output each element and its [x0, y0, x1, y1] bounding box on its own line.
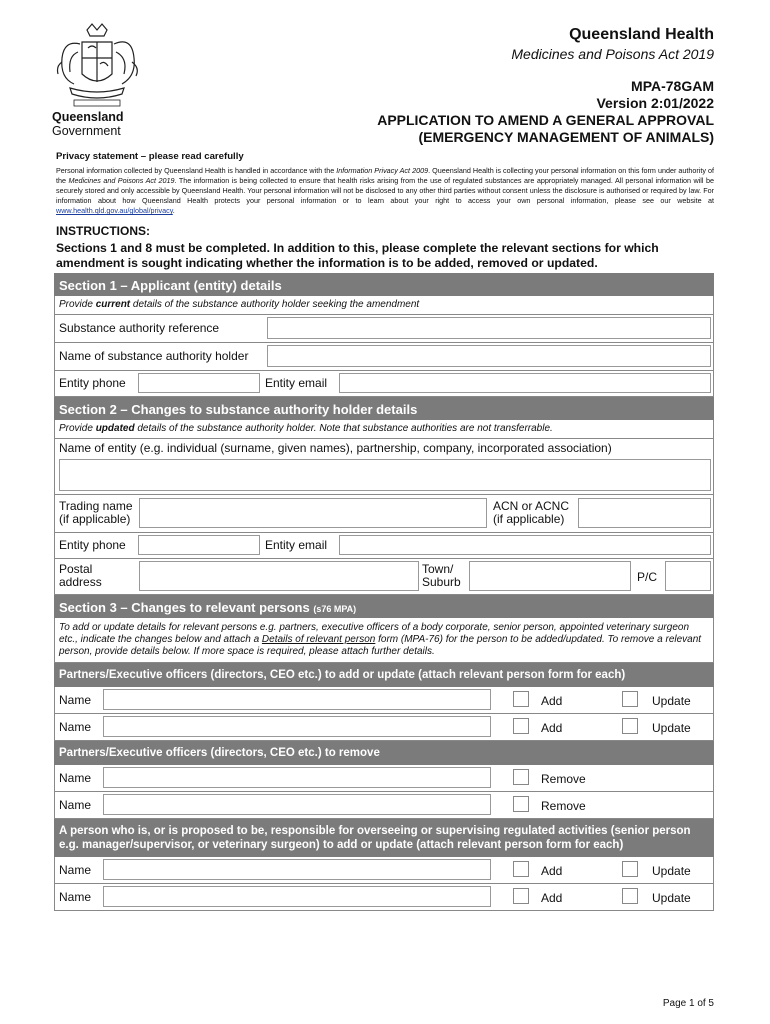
substance-authority-reference-input[interactable]: [267, 317, 711, 339]
remove-checkbox-1[interactable]: [513, 769, 529, 785]
add-label: Add: [541, 864, 563, 878]
privacy-link[interactable]: www.health.qld.gov.au/global/privacy: [56, 206, 173, 215]
postal-address-row: [54, 559, 714, 595]
instructions: [56, 224, 716, 271]
form-title-line2: (EMERGENCY MANAGEMENT OF ANIMALS): [418, 129, 714, 145]
section2-note: [54, 420, 714, 439]
senior-update-checkbox-2[interactable]: [622, 888, 638, 904]
remove-label: Remove: [541, 799, 586, 813]
entity-name-row: [54, 439, 714, 495]
town-label-line1: Town/: [422, 562, 454, 576]
partners-remove-header: Partners/Executive officers (directors, CEO etc.) to remove: [54, 741, 714, 765]
trading-name-label-line1: Trading name: [59, 499, 133, 513]
trading-name-row: [54, 495, 714, 533]
section3-note-post: form (MPA-76) for the person to be added/updated. To remove a relevant person, provide details below. If more space is required, please attach further details.: [59, 634, 702, 657]
add-label: Add: [541, 721, 563, 735]
postal-address-input[interactable]: [139, 561, 419, 591]
form-code: MPA-78GAM: [631, 78, 714, 94]
partner-remove-name-input-2[interactable]: [103, 794, 491, 815]
section1-note-pre: Provide: [59, 299, 96, 310]
act-name: Medicines and Poisons Act 2019: [511, 46, 714, 62]
section3-header: [54, 595, 714, 618]
section1-email-label: Entity email: [265, 376, 328, 390]
privacy-statement: [56, 151, 714, 216]
add-checkbox-1[interactable]: [513, 691, 529, 707]
add-checkbox-2[interactable]: [513, 718, 529, 734]
update-checkbox-2[interactable]: [622, 718, 638, 734]
logo-queensland: Queensland: [52, 110, 124, 124]
partner-add-name-input-2[interactable]: [103, 716, 491, 737]
logo-government: Government: [52, 124, 121, 138]
senior-person-name-input-1[interactable]: [103, 859, 491, 880]
section1-email-input[interactable]: [339, 373, 711, 393]
town-suburb-label: [422, 563, 461, 589]
add-label: Add: [541, 694, 563, 708]
section2-note-bold: updated: [95, 423, 135, 434]
section3-title: Section 3 – Changes to relevant persons: [59, 600, 310, 615]
section2-contact-row: [54, 533, 714, 559]
partner-remove-name-input-1[interactable]: [103, 767, 491, 788]
section2-email-label: Entity email: [265, 538, 328, 552]
page-number: Page 1 of 5: [662, 998, 714, 1009]
postcode-label: P/C: [637, 570, 658, 584]
senior-person-row-2: [54, 884, 714, 911]
privacy-text-2: . Queensland Health is collecting your personal information on this form under authority of the: [56, 166, 714, 185]
form-title-block: [377, 78, 714, 146]
update-label: Update: [652, 864, 691, 878]
section1-note-post: details of the substance authority holder seeking the amendment: [130, 299, 420, 310]
postcode-input[interactable]: [665, 561, 711, 591]
update-label: Update: [652, 891, 691, 905]
form-title-line1: APPLICATION TO AMEND A GENERAL APPROVAL: [377, 112, 714, 128]
section3-note-pre: To add or update details for relevant persons e.g. partners, executive officers of a body corporate, senior person, appointed veterinary surgeon etc., indicate the changes below and attach a: [59, 622, 690, 645]
partner-remove-row-1: [54, 765, 714, 792]
partner-add-row-1: [54, 687, 714, 714]
privacy-heading: Privacy statement – please read carefully: [56, 151, 244, 162]
senior-person-name-input-2[interactable]: [103, 886, 491, 907]
name-label: Name: [59, 771, 92, 785]
trading-name-input[interactable]: [139, 498, 487, 528]
trading-name-label: [59, 500, 133, 526]
substance-authority-holder-row: [54, 343, 714, 371]
name-label: Name: [59, 693, 92, 707]
entity-name-input[interactable]: [59, 459, 711, 491]
town-label-line2: Suburb: [422, 575, 461, 589]
queensland-government-logo: [52, 22, 152, 138]
partner-remove-row-2: [54, 792, 714, 819]
postal-label-line2: address: [59, 575, 102, 589]
section1-note: [54, 296, 714, 315]
section2-header: Section 2 – Changes to substance authority holder details: [54, 397, 714, 420]
senior-person-header: A person who is, or is proposed to be, responsible for overseeing or supervising regulated activities (senior person e.g. manager/supervisor, or veterinary surgeon) to add or update (attach relevant person form for each): [54, 819, 714, 857]
privacy-text: [56, 166, 714, 216]
relevant-person-form-link[interactable]: Details of relevant person: [261, 634, 376, 645]
privacy-text-end: .: [172, 206, 175, 215]
section1-phone-label: Entity phone: [59, 376, 126, 390]
instructions-text: Sections 1 and 8 must be completed. In addition to this, please complete the relevant sections for which amendment is sought indicating whether the information is to be added, removed or updated.: [56, 241, 659, 270]
section1-contact-row: [54, 371, 714, 397]
senior-person-row-1: [54, 857, 714, 884]
privacy-text-1: Personal information collected by Queensland Health is handled in accordance with the: [56, 166, 337, 175]
section2-email-input[interactable]: [339, 535, 711, 555]
section2-phone-input[interactable]: [138, 535, 260, 555]
senior-add-checkbox-2[interactable]: [513, 888, 529, 904]
acn-input[interactable]: [578, 498, 711, 528]
senior-update-checkbox-1[interactable]: [622, 861, 638, 877]
partner-add-name-input-1[interactable]: [103, 689, 491, 710]
section1-phone-input[interactable]: [138, 373, 260, 393]
form-version: Version 2:01/2022: [596, 95, 714, 111]
privacy-text-3: . The information is being collected to ensure that health risks arising from the use of regulated substances are appropriately managed. All personal information will be securely stored and only accessible by Queensland Health. Your personal information will not be disclosed to any other third parties without consent unless the disclosure is authorised or required by law. For information about how Queensland Health protects your personal information or to learn about your right to access your own personal information, please see our website at: [56, 176, 714, 205]
add-label: Add: [541, 891, 563, 905]
section1-header: Section 1 – Applicant (entity) details: [54, 273, 714, 296]
acn-label: [493, 500, 569, 526]
town-suburb-input[interactable]: [469, 561, 631, 591]
form-header: [377, 26, 714, 146]
substance-authority-reference-row: [54, 315, 714, 343]
section2-note-pre: Provide: [59, 423, 96, 434]
coat-of-arms-icon: [52, 22, 142, 110]
section2-phone-label: Entity phone: [59, 538, 126, 552]
entity-name-label: Name of entity (e.g. individual (surname, given names), partnership, company, incorporated association): [59, 441, 612, 455]
application-form: [54, 273, 714, 911]
substance-authority-reference-label: Substance authority reference: [59, 321, 220, 335]
section1-note-bold: current: [95, 299, 131, 310]
privacy-ipa: Information Privacy Act 2009: [336, 166, 429, 175]
acn-label-line1: ACN or ACNC: [493, 499, 570, 513]
partners-add-update-header: Partners/Executive officers (directors, CEO etc.) to add or update (attach relevant person form for each): [54, 663, 714, 687]
senior-add-checkbox-1[interactable]: [513, 861, 529, 877]
update-checkbox-1[interactable]: [622, 691, 638, 707]
section3-title-ref: (s76 MPA): [313, 604, 357, 614]
postal-address-label: [59, 563, 102, 589]
partner-add-row-2: [54, 714, 714, 741]
instructions-heading: INSTRUCTIONS:: [56, 224, 150, 238]
update-label: Update: [652, 694, 691, 708]
name-label: Name: [59, 890, 92, 904]
trading-name-label-line2: (if applicable): [59, 512, 131, 526]
postal-label-line1: Postal: [59, 562, 93, 576]
update-label: Update: [652, 721, 691, 735]
name-label: Name: [59, 863, 92, 877]
organisation-name: Queensland Health: [569, 26, 714, 43]
remove-label: Remove: [541, 772, 586, 786]
section3-note: [54, 618, 714, 663]
substance-authority-holder-input[interactable]: [267, 345, 711, 367]
remove-checkbox-2[interactable]: [513, 796, 529, 812]
privacy-mpa: Medicines and Poisons Act 2019: [68, 176, 175, 185]
acn-label-line2: (if applicable): [493, 512, 565, 526]
name-label: Name: [59, 798, 92, 812]
substance-authority-holder-label: Name of substance authority holder: [59, 349, 249, 363]
section2-note-post: details of the substance authority holder. Note that substance authorities are not transferrable.: [134, 423, 553, 434]
name-label: Name: [59, 720, 92, 734]
